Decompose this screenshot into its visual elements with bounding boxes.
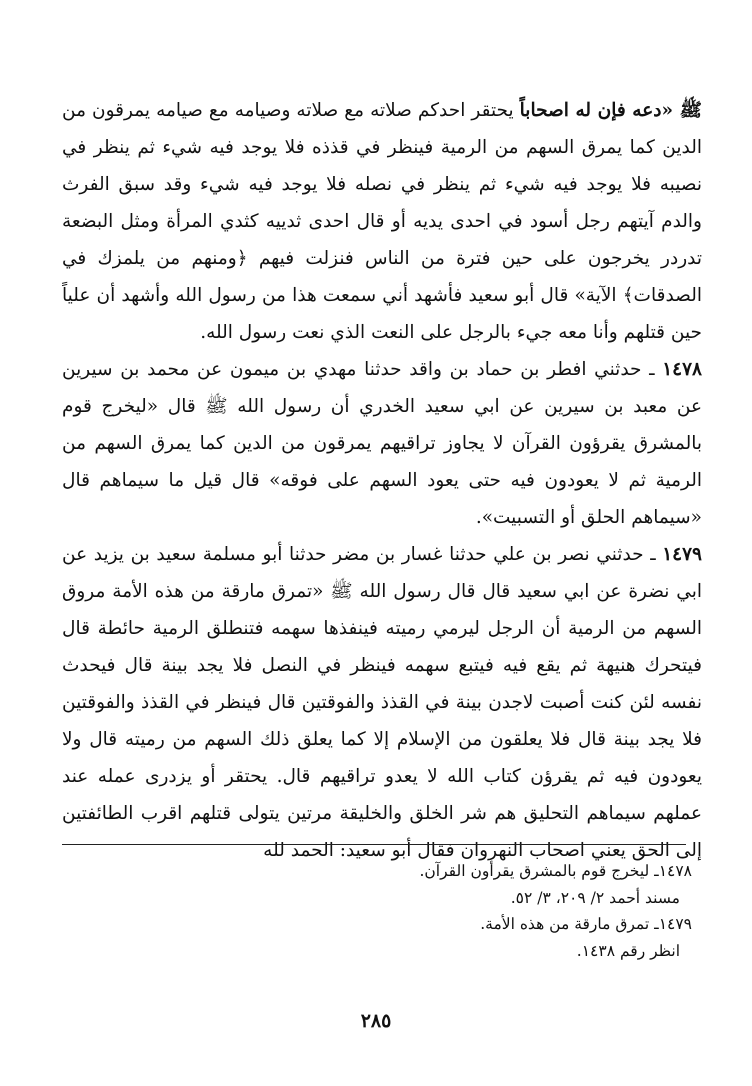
footnotes (62, 858, 702, 964)
page-number: ٢٨٥ (360, 1010, 392, 1032)
footnote-source: مسند أحمد ٢/ ٢٠٩، ٣/ ٥٢. (510, 888, 680, 907)
footnote-reference: انظر رقم ١٤٣٨. (576, 941, 680, 960)
paragraph-1 (62, 92, 702, 351)
footnote-1478: ١٤٧٨ـ ليخرج قوم بالمشرق يقرأون القرآن. (419, 862, 692, 880)
hadith-opening: ﷺ «دعه فإن له اصحاباً (519, 100, 702, 121)
footnote-divider (62, 844, 686, 845)
footnote-1479: ١٤٧٩ـ تمرق مارقة من هذه الأمة. (480, 915, 692, 933)
paragraph-text: يحتقر احدكم صلاته مع صلاته وصيامه مع صيامه يمرقون من الدين كما يمرق السهم من الرمية فينظر في قذذه فلا يوجد فيه شيء ثم ينظر في نصيبه فلا يوجد فيه شيء ثم ينظر في نصله فلا يوجد فيه شيء وقد سبق الفرث والدم آيتهم رجل أسود في احدى يديه أو قال احدى ثدييه كثدي المرأة ومثل البضعة تدردر يخرجون على حين فترة من الناس فنزلت فيهم ﴿ومنهم من يلمزك في الصدقات﴾ الآية» قال أبو سعيد فأشهد أني سمعت هذا من رسول الله وأشهد أن علياً حين قتلهم وأنا معه جيء بالرجل على النعت الذي نعت رسول الله. (62, 100, 702, 343)
hadith-number: ١٤٧٨ (662, 359, 702, 380)
paragraph-hadith-1479 (62, 536, 702, 869)
paragraph-text: ـ حدثني افطر بن حماد بن واقد حدثنا مهدي بن ميمون عن محمد بن سيرين عن معبد بن سيرين عن ابي سعيد الخدري أن رسول الله ﷺ قال «ليخرج قوم بالمشرق يقرؤون القرآن لا يجاوز تراقيهم يمرقون من الدين كما يمرق السهم من الرمية ثم لا يعودون فيه حتى يعود السهم على فوقه» قال قيل ما سيماهم قال «سيماهم الحلق أو التسبيت». (62, 359, 702, 528)
paragraph-hadith-1478 (62, 351, 702, 536)
paragraph-text: ـ حدثني نصر بن علي حدثنا غسار بن مضر حدثنا أبو مسلمة سعيد بن يزيد عن ابي نضرة عن ابي سعيد قال قال رسول الله ﷺ «تمرق مارقة من هذه الأمة مروق السهم من الرمية أن الرجل ليرمي رميته فينفذها سهمه فتنطلق الرمية حائطة قال فيتحرك هنيهة ثم يقع فيه فيتبع سهمه فينظر في النصل فلا يجد بينة قال فيحدث نفسه لئن كنت أصبت لاجدن بينة في القذذ والفوقتين قال فينظر في القذذ والفوقتين فلا يجد بينة قال فلا يعلقون من الإسلام إلا كما يعلق ذلك السهم من رميته قال ولا يعودون فيه ثم يقرؤن كتاب الله لا يعدو تراقيهم قال. يحتقر أو يزدرى عمله عند عملهم سيماهم التحليق هم شر الخلق والخليقة مرتين يتولى قتلهم اقرب الطائفتين إلى الحق يعني اصحاب النهروان فقال أبو سعيد: الحمد لله (62, 544, 702, 861)
hadith-number: ١٤٧٩ (662, 544, 702, 565)
main-text (62, 92, 702, 869)
